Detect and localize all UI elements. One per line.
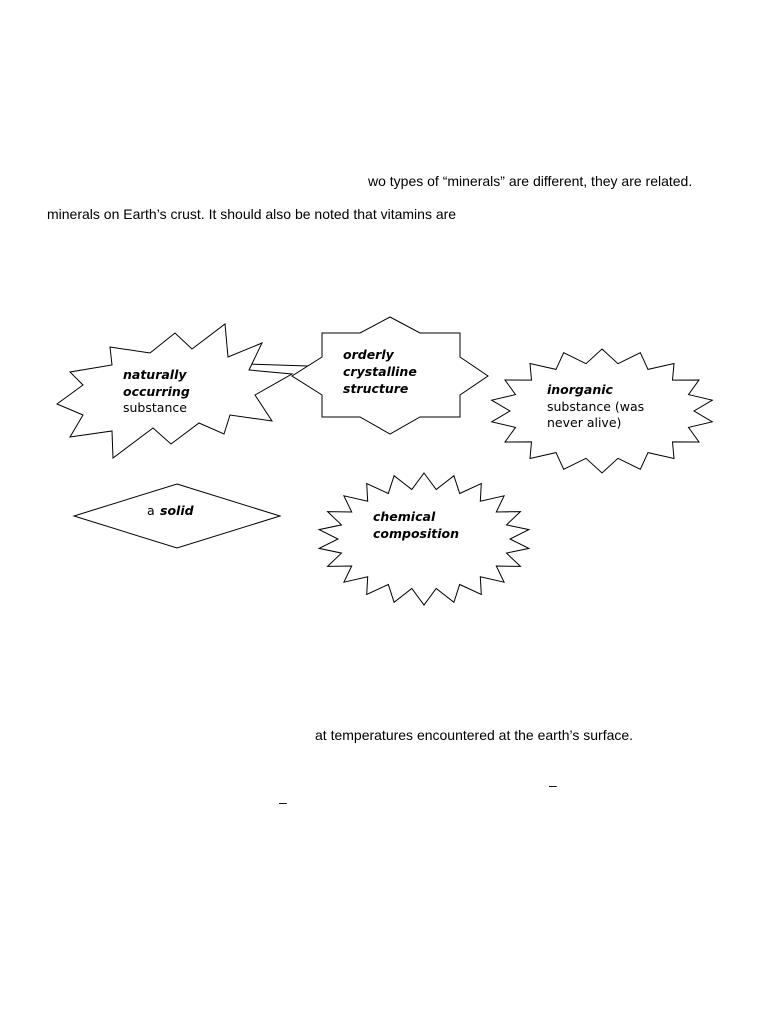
svg-text:structure — [343, 381, 408, 396]
text-line-temperatures: at temperatures encountered at the earth’s surface. — [315, 727, 634, 743]
shape-solid — [74, 484, 280, 548]
svg-text:substance — [123, 400, 187, 415]
text-line-earth-crust: minerals on Earth’s crust. It should also be noted that vitamins are — [47, 206, 457, 222]
orderly-line1: orderly — [343, 347, 394, 362]
shape-chemical-composition — [319, 473, 529, 605]
naturally-line1: naturally — [123, 367, 187, 382]
naturally-line3: substance — [123, 400, 187, 415]
chemical-line2: composition — [373, 526, 460, 541]
svg-text:naturally — [123, 367, 187, 382]
solid-word: solid — [160, 503, 194, 518]
shape-orderly-crystalline — [292, 317, 488, 434]
orderly-line3: structure — [343, 381, 409, 396]
svg-text:crystalline — [343, 364, 417, 379]
naturally-line2: occurring — [123, 384, 190, 399]
shape-inorganic — [492, 349, 713, 473]
shape-naturally-occurring — [57, 324, 292, 458]
dash-mark-2: – — [279, 794, 287, 810]
inorganic-line3: never alive) — [547, 415, 622, 430]
svg-text:never alive) — [547, 415, 621, 430]
svg-text:inorganic — [547, 382, 614, 397]
svg-text:chemical — [373, 509, 436, 524]
dash-mark-1: – — [549, 777, 557, 793]
text-line-minerals-types: wo types of “minerals” are different, they are related. — [368, 173, 693, 189]
svg-text:solid — [160, 503, 195, 518]
svg-text:orderly — [343, 347, 395, 362]
svg-text:composition — [373, 526, 459, 541]
svg-text:occurring — [123, 384, 190, 399]
svg-text:a — [147, 503, 155, 518]
svg-text:substance (was — [547, 399, 644, 414]
solid-prefix: a — [147, 503, 155, 518]
connector-line — [246, 364, 308, 366]
inorganic-line2: substance (was — [547, 399, 645, 414]
chemical-line1: chemical — [373, 509, 436, 524]
inorganic-line1: inorganic — [547, 382, 613, 397]
orderly-line2: crystalline — [343, 364, 417, 379]
